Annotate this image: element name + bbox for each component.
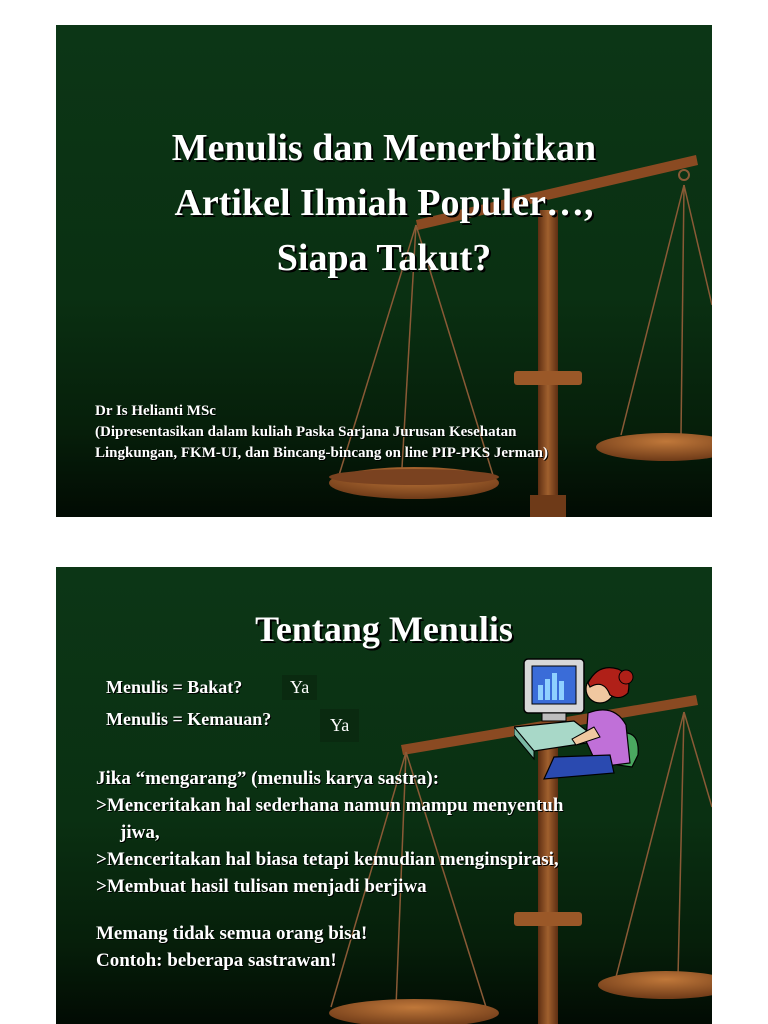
closing-line: Contoh: beberapa sastrawan!	[96, 950, 337, 971]
answer-bakat: Ya	[282, 675, 317, 700]
author-name: Dr Is Helianti MSc	[95, 403, 216, 419]
closing-line: Memang tidak semua orang bisa!	[96, 923, 368, 944]
slide-2	[56, 567, 712, 1024]
title-line: Siapa Takut?	[276, 237, 492, 279]
slide-1	[56, 25, 712, 517]
bullet-item: >Menceritakan hal biasa tetapi kemudian menginspirasi,	[96, 849, 559, 870]
question-kemauan: Menulis = Kemauan?	[106, 709, 272, 729]
author-note-line: Lingkungan, FKM-UI, dan Bincang-bincang on line PIP-PKS Jerman)	[95, 445, 548, 461]
title-line: Menulis dan Menerbitkan	[171, 127, 597, 169]
slide-1-title	[56, 121, 712, 286]
author-note-line: (Dipresentasikan dalam kuliah Paska Sarjana Jurusan Kesehatan	[95, 424, 517, 440]
slide-2-title: Tentang Menulis	[255, 609, 513, 649]
question-bakat: Menulis = Bakat?	[106, 677, 243, 697]
body-line: Jika “mengarang” (menulis karya sastra):	[96, 768, 440, 789]
bullet-item-continuation: jiwa,	[120, 822, 160, 843]
bullet-item: >Membuat hasil tulisan menjadi berjiwa	[96, 876, 427, 897]
answer-kemauan: Ya	[320, 709, 359, 742]
body-text	[96, 765, 563, 974]
title-line: Artikel Ilmiah Populer…,	[174, 182, 594, 224]
bullet-item: >Menceritakan hal sederhana namun mampu menyentuh	[96, 795, 564, 816]
author-info	[95, 401, 548, 464]
